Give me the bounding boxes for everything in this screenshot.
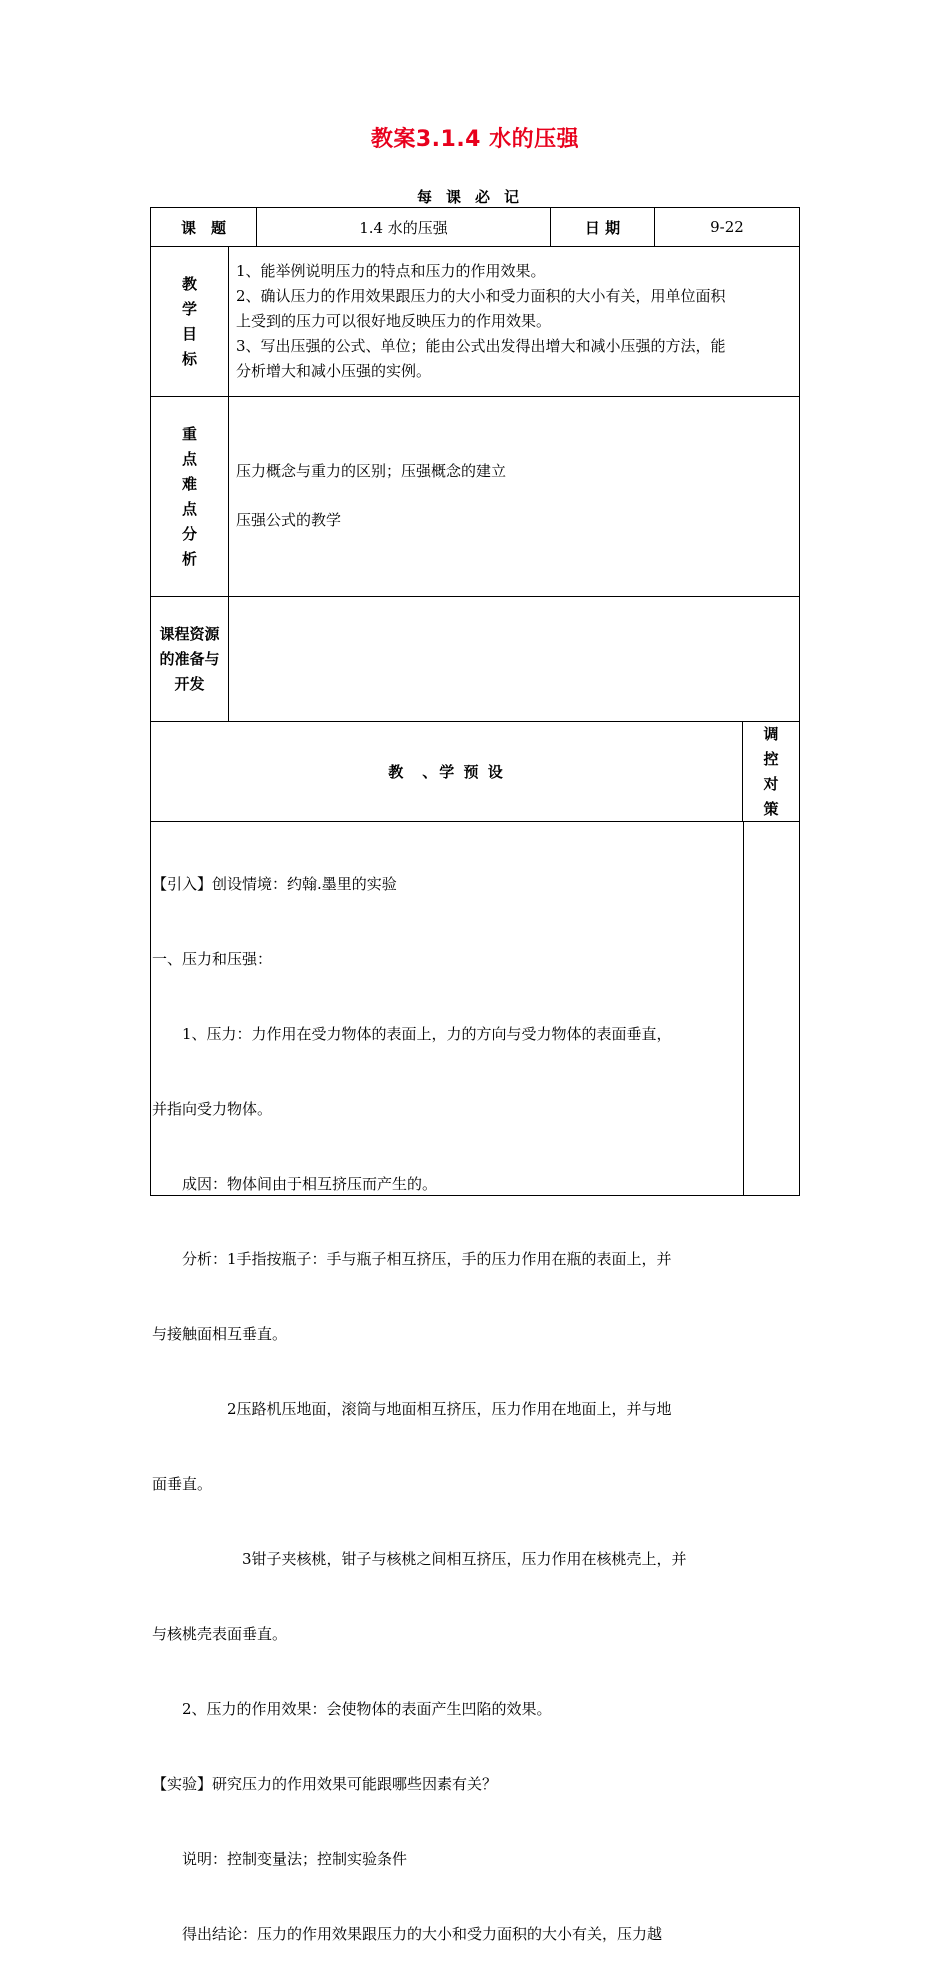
teaching-line: 说明：控制变量法；控制实验条件	[152, 1850, 408, 1868]
goals-line: 1、能举例说明压力的特点和压力的作用效果。	[236, 262, 546, 280]
adjust-label-char: 策	[763, 799, 779, 818]
goals-label	[151, 247, 229, 396]
adjust-label-char: 对	[763, 774, 779, 793]
key-points-label-char: 点	[181, 499, 197, 518]
date-value: 9-22	[710, 218, 744, 236]
key-points-label	[151, 397, 229, 596]
topic-label: 课 题	[151, 208, 257, 246]
teaching-line: 2、压力的作用效果：会使物体的表面产生凹陷的效果。	[152, 1700, 552, 1718]
row-divider	[151, 596, 799, 597]
key-points-label-char: 析	[181, 549, 197, 568]
document-subtitle: 每课必记	[416, 188, 533, 206]
key-points-label-char: 重	[181, 424, 197, 443]
key-points-line-1: 压力概念与重力的区别；压强概念的建立	[236, 462, 507, 480]
column-divider	[743, 822, 744, 1195]
resources-label-line: 开发	[174, 674, 205, 693]
goals-label-char: 学	[181, 299, 197, 318]
resources-label	[151, 597, 229, 721]
key-points-line-2: 压强公式的教学	[236, 511, 342, 529]
key-points-label-char: 点	[181, 449, 197, 468]
key-points-label-char: 分	[181, 524, 197, 543]
teaching-line: 与接触面相互垂直。	[152, 1325, 288, 1343]
goals-line: 2、确认压力的作用效果跟压力的大小和受力面积的大小有关，用单位面积	[236, 287, 726, 305]
goals-label-char: 标	[181, 349, 197, 368]
teaching-content	[152, 822, 740, 1943]
teaching-line: 2压路机压地面，滚筒与地面相互挤压，压力作用在地面上，并与地	[152, 1400, 672, 1418]
resources-label-line: 的准备与	[159, 649, 220, 668]
resources-content	[236, 610, 794, 710]
teaching-line: 一、压力和压强：	[152, 950, 273, 968]
row-divider	[151, 246, 799, 247]
date-label: 日 期	[551, 208, 655, 246]
teaching-line: 成因：物体间由于相互挤压而产生的。	[152, 1175, 438, 1193]
adjust-label	[743, 722, 799, 821]
teaching-line: 1、压力：力作用在受力物体的表面上，力的方向与受力物体的表面垂直，	[152, 1025, 672, 1043]
row-divider	[151, 396, 799, 397]
teaching-line: 并指向受力物体。	[152, 1100, 273, 1118]
goals-label-char: 目	[181, 324, 197, 343]
teaching-line: 与核桃壳表面垂直。	[152, 1625, 288, 1643]
teaching-header: 教 、学 预 设	[151, 722, 743, 821]
key-points-label-char: 难	[181, 474, 197, 493]
teaching-line: 得出结论：压力的作用效果跟压力的大小和受力面积的大小有关，压力越	[152, 1925, 663, 1943]
adjust-label-char: 控	[763, 749, 779, 768]
goals-line: 分析增大和减小压强的实例。	[236, 362, 432, 380]
teaching-line: 分析：1手指按瓶子：手与瓶子相互挤压，手的压力作用在瓶的表面上，并	[152, 1250, 672, 1268]
goals-line: 上受到的压力可以很好地反映压力的作用效果。	[236, 312, 552, 330]
teaching-line: 3钳子夹核桃，钳子与核桃之间相互挤压，压力作用在核桃壳上，并	[152, 1550, 687, 1568]
goals-content	[236, 259, 794, 389]
resources-label-line: 课程资源	[159, 624, 220, 643]
teaching-line: 【实验】研究压力的作用效果可能跟哪些因素有关？	[152, 1775, 498, 1793]
teaching-line: 【引入】创设情境：约翰.墨里的实验	[152, 875, 397, 893]
document-title: 教案3.1.4 水的压强	[370, 127, 580, 152]
topic-value: 1.4 水的压强	[257, 208, 551, 246]
adjust-label-char: 调	[763, 724, 779, 743]
goals-line: 3、写出压强的公式、单位；能由公式出发得出增大和减小压强的方法，能	[236, 337, 726, 355]
goals-label-char: 教	[181, 274, 197, 293]
teaching-line: 面垂直。	[152, 1475, 213, 1493]
